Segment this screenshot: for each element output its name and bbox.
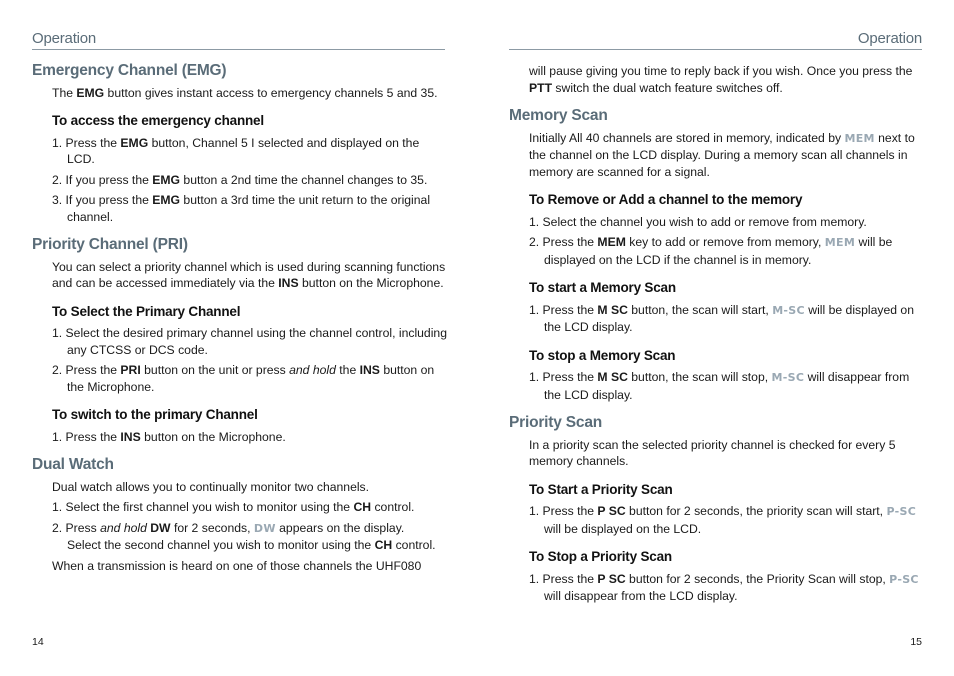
dual-watch-intro: Dual watch allows you to continually monitor two channels. <box>52 479 370 494</box>
memory-scan-heading: Memory Scan <box>509 107 608 124</box>
lcd-psc-indicator: P-SC <box>886 505 917 518</box>
left-column <box>32 63 448 578</box>
priority-channel-heading: Priority Channel (PRI) <box>32 236 188 253</box>
list-item: 2. Press the PRI button on the unit or press and hold the INS button on the Microphone. <box>52 363 435 394</box>
header-rule-left <box>32 49 445 50</box>
list-item: 1. Select the channel you wish to add or remove from memory. <box>529 214 867 229</box>
start-priority-scan-subheading: To Start a Priority Scan <box>529 481 673 497</box>
page-number-right: 15 <box>910 636 922 648</box>
stop-memory-scan-subheading: To stop a Memory Scan <box>529 347 676 363</box>
list-item: 1. Select the first channel you wish to monitor using the CH control. <box>52 500 415 514</box>
memory-scan-intro: Initially All 40 channels are stored in memory, indicated by MEM next to the channel on the LCD display. During a memory scan all channels in memory are scanned for a signal. <box>529 130 915 179</box>
right-column <box>509 63 927 609</box>
start-memory-scan-subheading: To start a Memory Scan <box>529 280 676 295</box>
right-page <box>477 0 954 676</box>
lcd-dw-indicator: DW <box>253 521 276 535</box>
list-item: 1. Press the INS button on the Microphone. <box>52 429 286 444</box>
lcd-msc-indicator: M-SC <box>772 303 805 317</box>
list-item: 3. If you press the EMG button a 3rd time the unit return to the original channel. <box>52 193 431 224</box>
switch-primary-subheading: To switch to the primary Channel <box>52 407 258 422</box>
access-emergency-subheading: To access the emergency channel <box>52 113 264 128</box>
list-item: 1. Press the EMG button, Channel 5 I selected and displayed on the LCD. <box>52 135 420 166</box>
dual-watch-continuation: will pause giving you time to reply back if you wish. Once you press the PTT switch the dual watch feature switches off. <box>529 64 913 95</box>
lcd-mem-indicator: MEM <box>824 236 856 249</box>
priority-scan-heading: Priority Scan <box>509 414 603 431</box>
list-item: 2. If you press the EMG button a 2nd time the channel changes to 35. <box>52 172 428 187</box>
lcd-psc-indicator: P-SC <box>889 572 919 586</box>
list-item: 2. Press and hold DW for 2 seconds, DW appears on the display. Select the second channel you wish to monitor using the CH control. <box>52 520 436 552</box>
emergency-channel-heading: Emergency Channel (EMG) <box>32 62 227 79</box>
page-number-left: 14 <box>32 636 44 648</box>
header-rule-right <box>509 49 922 50</box>
lcd-msc-indicator: M-SC <box>771 371 805 384</box>
dual-watch-transmission: When a transmission is heard on one of those channels the UHF080 <box>52 558 422 573</box>
list-item: 2. Press the MEM key to add or remove from memory, MEM will be displayed on the LCD if the channel is in memory. <box>529 235 893 267</box>
list-item: 1. Press the P SC button for 2 seconds, the priority scan will start, P-SC will be displayed on the LCD. <box>529 504 917 536</box>
list-item: 1. Press the P SC button for 2 seconds, the Priority Scan will stop, P-SC will disappear from the LCD display. <box>529 571 919 603</box>
list-item: 1. Press the M SC button, the scan will stop, M-SC will disappear from the LCD display. <box>529 370 910 402</box>
emergency-intro: The EMG button gives instant access to emergency channels 5 and 35. <box>52 85 438 100</box>
priority-channel-intro: You can select a priority channel which is used during scanning functions and can be accessed immediately via the INS button on the Microphone. <box>52 259 446 290</box>
running-header-left: Operation <box>32 30 97 47</box>
lcd-mem-indicator: MEM <box>844 131 875 145</box>
list-item: 1. Press the M SC button, the scan will start, M-SC will be displayed on the LCD display. <box>529 302 914 334</box>
remove-add-subheading: To Remove or Add a channel to the memory <box>529 192 803 207</box>
dual-watch-heading: Dual Watch <box>32 456 114 473</box>
select-primary-subheading: To Select the Primary Channel <box>52 303 241 319</box>
running-header-right: Operation <box>857 30 922 47</box>
priority-scan-intro: In a priority scan the selected priority channel is checked for every 5 memory channels. <box>529 437 896 468</box>
stop-priority-scan-subheading: To Stop a Priority Scan <box>529 549 672 564</box>
list-item: 1. Select the desired primary channel using the channel control, including any CTCSS or DCS code. <box>52 326 447 357</box>
